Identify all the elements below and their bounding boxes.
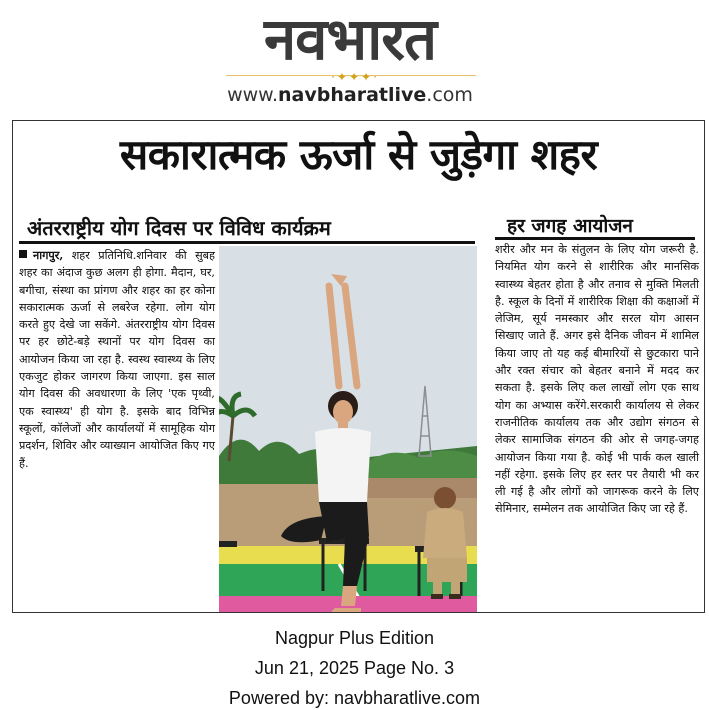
yoga-photo-illustration [219,246,477,612]
site-name: navbharatlive [278,84,427,106]
right-column-text: शरीर और मन के संतुलन के लिए योग जरूरी है. नियमित योग करने से शारीरिक और मानसिक स्वास्थ्य बेहतर होता है और तनाव से मुक्ति मिलती है. स्कूल के दिनों में शारीरिक शिक्षा की कक्षाओं में लेजिम, सूर्य नमस्कार और सरल योग आसन सिखाए जाते हैं. अगर इसे दैनिक जीवन में शामिल किया जाए तो यह कई बीमारियों से छुटकारा पाने और रक्त संचार को बेहतर बनाने में मदद कर सकता है. इसके लिए कल लाखों लोग एक साथ योग का अभ्यास करेंगे.सरकारी कार्यालय से लेकर राजनीतिक कार्यालय तक और उद्योग संगठन से लेकर सामाजिक संगठन की ओर से जगह-जगह आयोजन किया गया है. कोई भी पार्क कल खाली नहीं रहेगा. इसके लिए हर स्तर पर तैयारी भी कर ली गई है और लोगों को जागरूक करने के लिए सेमिनार, सम्मेलन तक आयोजित किए जा रहे हैं. [495,243,699,516]
dateline: नागपुर, [33,248,64,262]
site-suffix: .com [426,84,473,106]
edition-label: Nagpur Plus Edition [274,628,435,648]
masthead [0,0,709,118]
bullet-square-icon [19,250,27,258]
logo-ornament: ·✦✦✦· [331,70,379,84]
website-url[interactable] [212,84,488,106]
left-body: शहर प्रतिनिधि.शनिवार की सुबह शहर का अंदाज कुछ अलग ही होगा. मैदान, घर, बगीचा, संस्था का प्रांगण और शहर का हर कोना सकारात्मक ऊर्जा से लबरेज रहेगा. लोग योग करते हुए देखे जा सकेंगे. अंतरराष्ट्रीय योग दिवस पर हर छोटे-बड़े स्थानों पर योग दिवस का आयोजन किया जा रहा है. स्वस्थ स्वास्थ्य के लिए एकजुट होकर जागरण किया जाएगा. इस साल योग दिवस की अवधारणा के लिए 'एक पृथ्वी, एक स्वास्थ्य' ही योग है. इसके बाद विभिन्न स्कूलों, कॉलेजों और कार्यालयों में सामूहिक योग प्रदर्शन, शिविर और व्याख्यान आयोजित किए गए हैं. [19,249,215,470]
article-subheadline: अंतरराष्ट्रीय योग दिवस पर विविध कार्यक्रम [27,216,331,240]
newspaper-logo: नवभारत [263,5,437,73]
date-page-label: Jun 21, 2025 Page No. 3 [254,658,455,678]
side-heading: हर जगह आयोजन [507,215,633,237]
left-column-text [19,247,215,472]
powered-by-link[interactable]: Powered by: navbharatlive.com [228,688,481,708]
site-prefix: www. [227,84,279,106]
yoga-photo [219,246,477,612]
subhead-rule [19,241,475,244]
article-clipping [12,120,705,613]
side-heading-rule [495,237,695,240]
article-headline: सकारात्मक ऊर्जा से जुड़ेगा शहर [119,130,598,179]
